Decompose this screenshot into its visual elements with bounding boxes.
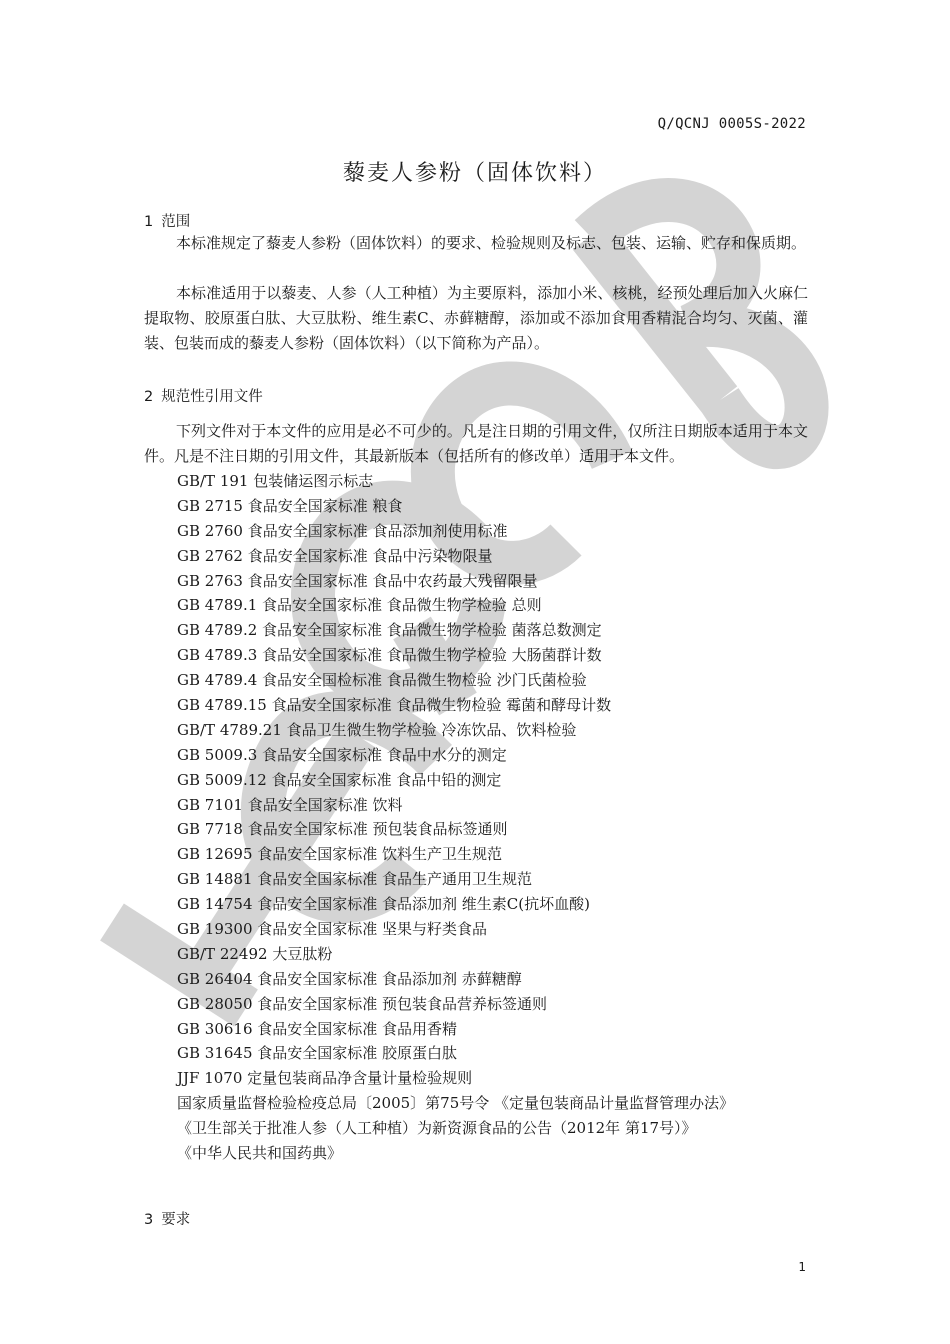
reference-item: GB 4789.2 食品安全国家标准 食品微生物学检验 菌落总数测定 [177,621,602,640]
reference-item: GB 19300 食品安全国家标准 坚果与籽类食品 [177,920,488,939]
references-intro-paragraph: 下列文件对于本文件的应用是必不可少的。凡是注日期的引用文件，仅所注日期版本适用于本文件。凡是不注日期的引用文件，其最新版本（包括所有的修改单）适用于本文件。 [144,422,808,465]
reference-item: GB/T 22492 大豆肽粉 [177,944,333,963]
reference-item: GB 14754 食品安全国家标准 食品添加剂 维生素C(抗坏血酸) [177,895,590,914]
section-title: 要求 [161,1212,191,1228]
scope-paragraph-1: 本标准规定了藜麦人参粉（固体饮料）的要求、检验规则及标志、包装、运输、贮存和保质期。 [176,234,807,252]
reference-item: GB 2760 食品安全国家标准 食品添加剂使用标准 [177,521,508,540]
reference-item: GB 2715 食品安全国家标准 粮食 [177,496,403,515]
page-number: 1 [798,1260,806,1274]
reference-item: GB 7101 食品安全国家标准 饮料 [177,795,403,814]
reference-item: GB/T 4789.21 食品卫生微生物学检验 冷冻饮品、饮料检验 [177,720,577,739]
reference-item: GB 7718 食品安全国家标准 预包装食品标签通则 [177,820,508,839]
section-number: 1 [144,214,154,230]
reference-item: GB 2762 食品安全国家标准 食品中污染物限量 [177,546,493,565]
reference-item: GB 5009.3 食品安全国家标准 食品中水分的测定 [177,745,507,764]
reference-item: GB 12695 食品安全国家标准 饮料生产卫生规范 [177,845,503,864]
section-number: 3 [144,1212,154,1228]
reference-list [177,469,734,1166]
reference-item: GB 4789.15 食品安全国家标准 食品微生物检验 霉菌和酵母计数 [177,696,612,715]
reference-item: GB 26404 食品安全国家标准 食品添加剂 赤藓糖醇 [177,969,522,988]
reference-item: JJF 1070 定量包装商品净含量计量检验规则 [177,1069,473,1088]
reference-item: GB 4789.1 食品安全国家标准 食品微生物学检验 总则 [177,596,542,615]
section-number: 2 [144,389,154,405]
section-heading-requirements [144,1208,190,1229]
reference-item: GB 4789.4 食品安全国检标准 食品微生物检验 沙门氏菌检验 [177,671,587,690]
standard-number: Q/QCNJ 0005S-2022 [657,116,806,132]
reference-item: GB 28050 食品安全国家标准 预包装食品营养标签通则 [177,994,548,1013]
reference-item: 《卫生部关于批准人参（人工种植）为新资源食品的公告（2012年 第17号）》 [177,1119,697,1138]
section-title: 范围 [161,214,191,230]
reference-item: 国家质量监督检验检疫总局〔2005〕第75号令 《定量包装商品计量监督管理办法》 [177,1094,735,1113]
reference-item: GB/T 191 包装储运图示标志 [177,472,374,490]
scope-paragraph-2: 本标准适用于以藜麦、人参（人工种植）为主要原料，添加小米、核桃，经预处理后加入火麻仁提取物、胶原蛋白肽、大豆肽粉、维生素C、赤藓糖醇，添加或不添加食用香精混合均匀、灭菌、灌装、包装而成的藜麦人参粉（固体饮料）（以下简称为产品）。 [144,284,808,352]
section-heading-normative-references [144,385,263,406]
reference-item: 《中华人民共和国药典》 [177,1144,343,1163]
reference-item: GB 4789.3 食品安全国家标准 食品微生物学检验 大肠菌群计数 [177,646,602,665]
section-heading-scope [144,210,190,231]
reference-item: GB 5009.12 食品安全国家标准 食品中铅的测定 [177,770,502,789]
reference-item: GB 14881 食品安全国家标准 食品生产通用卫生规范 [177,870,533,889]
reference-item: GB 30616 食品安全国家标准 食品用香精 [177,1019,458,1038]
section-title: 规范性引用文件 [161,389,263,405]
reference-item: GB 2763 食品安全国家标准 食品中农药最大残留限量 [177,571,538,590]
document-title: 藜麦人参粉（固体饮料） [342,161,607,186]
reference-item: GB 31645 食品安全国家标准 胶原蛋白肽 [177,1044,458,1063]
